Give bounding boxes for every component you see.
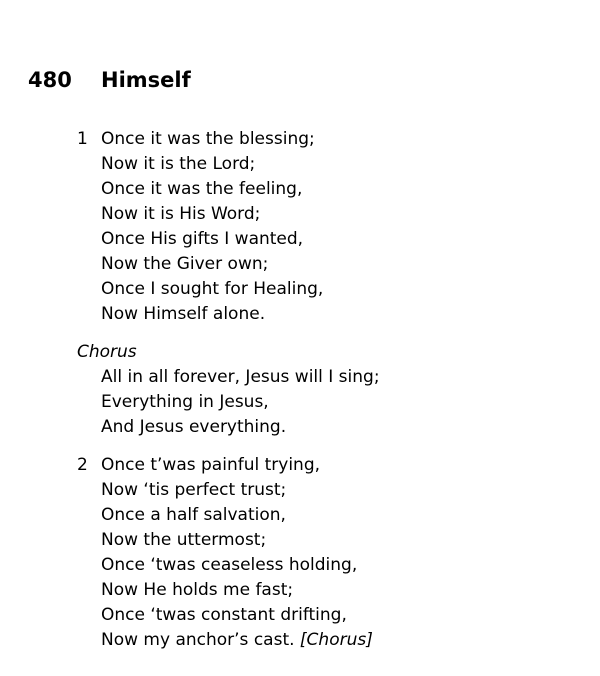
verse-line: Now it is the Lord; bbox=[101, 154, 256, 174]
verse-number: 2 bbox=[77, 455, 88, 475]
verse-line-text: Once it was the blessing; bbox=[101, 129, 315, 149]
verse-line: Now Himself alone. bbox=[101, 304, 266, 324]
hymn-title: Himself bbox=[101, 68, 191, 92]
chorus bbox=[77, 340, 587, 440]
verse-line: Once ‘twas ceaseless holding, bbox=[101, 555, 358, 575]
verse-line: Once a half salvation, bbox=[101, 505, 286, 525]
chorus-reference: [Chorus] bbox=[299, 630, 373, 650]
verse-line-text: Now my anchor’s cast. bbox=[101, 630, 295, 650]
verse-line: Once it was the feeling, bbox=[101, 179, 303, 199]
lyrics bbox=[77, 127, 587, 666]
verse-line: Once His gifts I wanted, bbox=[101, 229, 304, 249]
verse-line bbox=[77, 127, 587, 152]
verse-1 bbox=[77, 127, 587, 327]
hymn-number: 480 bbox=[28, 68, 72, 92]
chorus-line: And Jesus everything. bbox=[101, 417, 287, 437]
chorus-line: All in all forever, Jesus will I sing; bbox=[101, 367, 380, 387]
verse-line bbox=[77, 453, 587, 478]
verse-line: Now the Giver own; bbox=[101, 254, 269, 274]
chorus-line: Everything in Jesus, bbox=[101, 392, 269, 412]
verse-line: Now it is His Word; bbox=[101, 204, 261, 224]
verse-line: Now the uttermost; bbox=[101, 530, 267, 550]
verse-line: Once ‘twas constant drifting, bbox=[101, 605, 347, 625]
verse-line: Now He holds me fast; bbox=[101, 580, 294, 600]
verse-line bbox=[77, 628, 587, 653]
verse-line: Once I sought for Healing, bbox=[101, 279, 324, 299]
verse-2 bbox=[77, 453, 587, 653]
chorus-label: Chorus bbox=[77, 342, 137, 362]
hymn-header bbox=[28, 64, 191, 96]
verse-line: Now ‘tis perfect trust; bbox=[101, 480, 287, 500]
verse-line-text: Once t’was painful trying, bbox=[101, 455, 321, 475]
verse-number: 1 bbox=[77, 129, 88, 149]
